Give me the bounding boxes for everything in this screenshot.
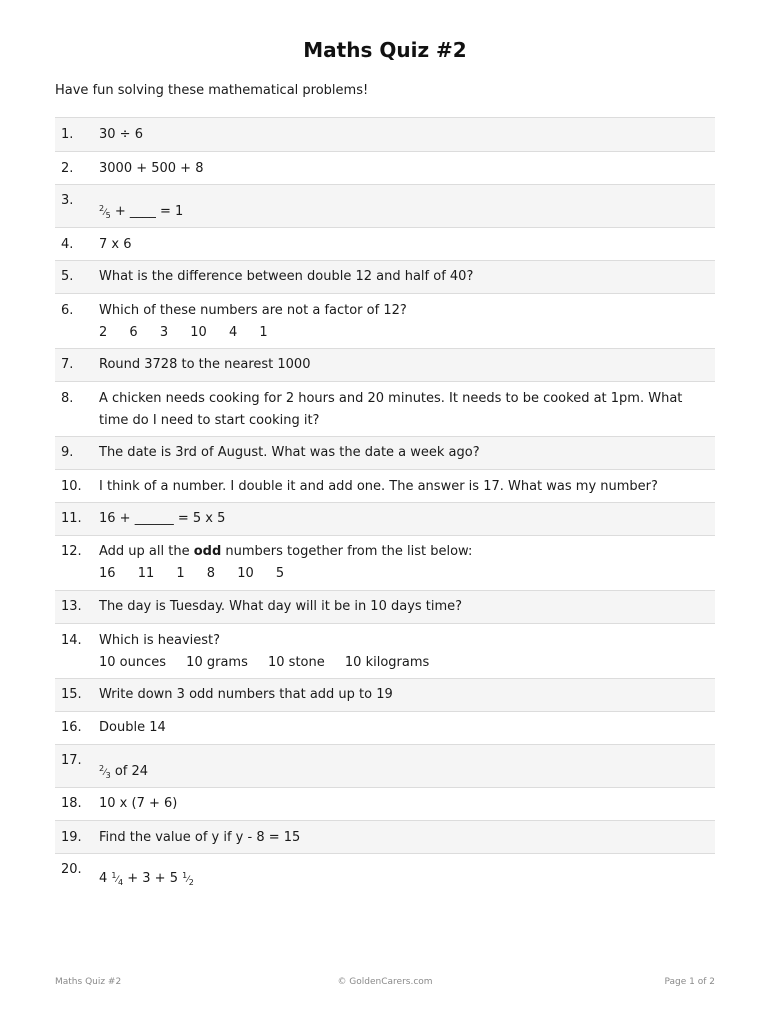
question-number: 20. [61,862,82,877]
question-row [55,470,715,503]
question-number: 11. [61,511,82,526]
question-row [55,503,715,536]
question-number: 15. [61,687,82,702]
question-text: 10 x (7 + 6) [99,796,178,811]
option-list [99,322,707,344]
option: 10 [190,325,207,340]
option-list [99,563,707,585]
footer-copyright: © GoldenCarers.com [337,977,433,987]
question-number: 13. [61,599,82,614]
question-text: Round 3728 to the nearest 1000 [99,357,311,372]
question-number: 4. [61,237,74,252]
question-number: 2. [61,161,74,176]
question-text: The day is Tuesday. What day will it be in 10 days time? [99,599,463,614]
question-text: 7 x 6 [99,237,132,252]
footer-page-number: Page 1 of 2 [664,977,715,987]
question-row [55,294,715,349]
question-text: 16 + ______ = 5 x 5 [99,511,226,526]
question-prompt: Which is heaviest? [99,633,221,648]
question-row [55,349,715,382]
question-row [55,261,715,294]
question-row [55,745,715,788]
option: 2 [99,325,108,340]
question-number: 7. [61,357,74,372]
fraction: $^1⁄_2$ [182,871,194,887]
emphasis-odd: odd [193,544,222,559]
option: 4 [228,325,238,340]
question-number: 18. [61,796,82,811]
option: 16 [99,566,116,581]
question-number: 8. [61,391,74,406]
page-title: Maths Quiz #2 [303,38,467,62]
fraction: $^2⁄_5$ [99,204,111,220]
question-row [55,437,715,470]
option: 11 [137,566,155,581]
question-text: The date is 3rd of August. What was the date a week ago? [99,445,480,460]
question-row [55,185,715,228]
option: 10 stone [268,655,325,670]
question-text: What is the difference between double 12 and half of 40? [99,269,474,284]
footer-title: Maths Quiz #2 [55,977,122,987]
question-text: 3000 + 500 + 8 [99,161,204,176]
question-number: 3. [61,193,74,208]
option-list [99,652,707,674]
fraction: $^1⁄_4$ [111,871,124,887]
question-row [55,228,715,261]
question-row [55,854,715,894]
question-number: 9. [61,445,74,460]
option: 5 [275,566,285,581]
option: 10 [237,566,254,581]
intro-text: Have fun solving these mathematical problems! [55,83,369,98]
question-number: 1. [61,127,74,142]
question-text: Double 14 [99,720,166,735]
question-prompt: Add up all the odd numbers together from the list below: [99,544,473,559]
question-number: 16. [61,720,82,735]
question-number: 19. [61,830,82,845]
question-row [55,152,715,185]
question-number: 12. [61,544,82,559]
question-number: 5. [61,269,74,284]
question-text: I think of a number. I double it and add one. The answer is 17. What was my number? [99,479,658,494]
question-text [99,300,715,348]
question-text [99,630,715,678]
option: 10 grams [186,655,248,670]
option: 10 kilograms [344,655,430,670]
question-text [99,541,715,590]
question-text: $^2⁄_3$ of 24 [99,764,149,780]
question-text: $^2⁄_5$ + ____ = 1 [99,204,184,220]
question-number: 10. [61,479,82,494]
question-number: 17. [61,753,82,768]
question-number: 6. [61,303,74,318]
question-row [55,788,715,821]
question-text: 30 ÷ 6 [99,127,143,142]
question-row [55,118,715,152]
question-row [55,624,715,679]
option: 1 [176,566,185,581]
question-text: A chicken needs cooking for 2 hours and 20 minutes. It needs to be cooked at 1pm. What time do I need to start cooking it? [99,391,683,428]
option: 3 [159,325,169,340]
question-row [55,382,715,437]
option: 6 [129,325,138,340]
option: 8 [206,566,216,581]
fraction: $^2⁄_3$ [99,764,111,780]
option: 10 ounces [99,655,167,670]
question-row [55,821,715,854]
question-row [55,679,715,712]
question-text: 4 $^1⁄_4 + 3 + 5$ $^1⁄_2$ [99,871,194,887]
question-row [55,536,715,591]
question-prompt: Which of these numbers are not a factor of 12? [99,303,407,318]
question-row [55,712,715,745]
question-number: 14. [61,633,82,648]
option: 1 [259,325,268,340]
quiz-list [55,117,715,894]
question-text: Find the value of y if y - 8 = 15 [99,830,301,845]
question-row [55,591,715,624]
question-text: Write down 3 odd numbers that add up to 19 [99,687,393,702]
